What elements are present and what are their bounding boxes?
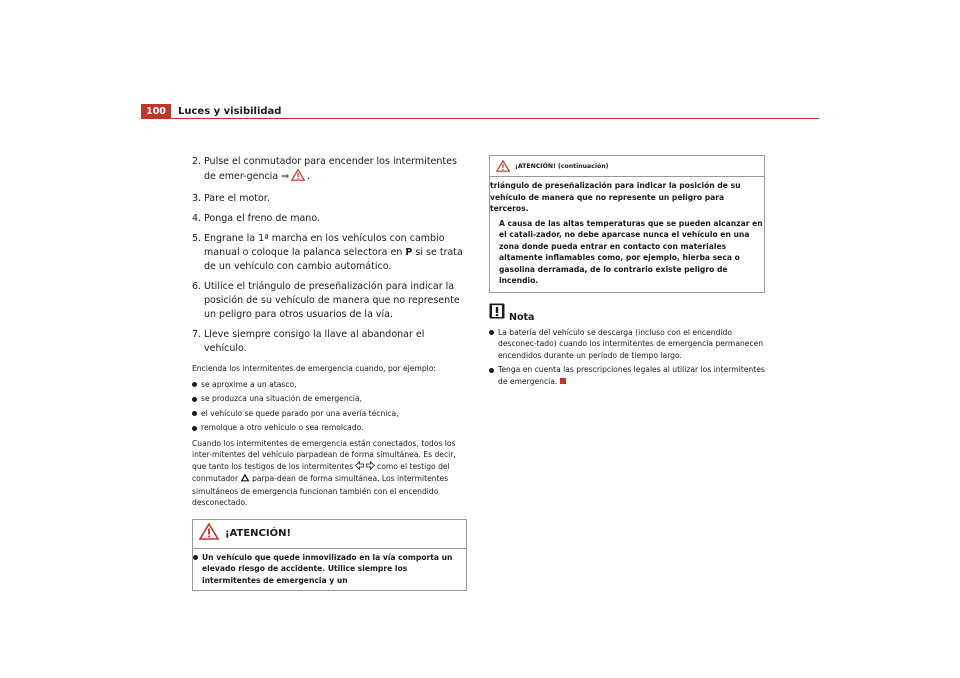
hazard-switch-icon: [240, 473, 250, 486]
list-item: se aproxime a un atasco,: [192, 379, 467, 391]
right-column: [489, 155, 765, 391]
header-rule: [141, 118, 819, 119]
left-column: [192, 155, 467, 591]
warning-header: [193, 520, 466, 549]
turn-signal-arrows-icon: [355, 461, 375, 474]
warning-continued-title: ¡ATENCIÓN! (continuación): [515, 162, 609, 170]
step-item: 6. Utilice el triángulo de preseñalización para indicar la posición de su vehículo de manera que no represente un peligro para otros usuarios de la vía.: [192, 281, 460, 320]
list-item: remolque a otro vehículo o sea remolcado.: [192, 422, 467, 434]
note-icon: [489, 303, 505, 323]
note-header: [489, 307, 765, 323]
warning-continued-box: [489, 155, 765, 293]
warning-text: Un vehículo que quede inmovilizado en la vía comporta un elevado riesgo de accidente. Utilice siempre los intermitentes de emergencia y un: [193, 549, 466, 591]
warning-continued-text: triángulo de preseñalización para indicar la posición de su vehículo de manera que no represente un peligro para terceros. A causa de las altas temperaturas que se pueden alcanzar en el catali-zador, no debe aparcase nunca el vehículo en una zona donde pueda entrar en contacto con materiales altamente inflamables como, por ejemplo, hierba seca o gasolina derramada, de lo contrario existe peligro de incendio.: [490, 181, 763, 285]
step-item: 5. Engrane la 1ª marcha en los vehículos con cambio manual o coloque la palanca selectora en P si se trata de un vehículo con cambio automático.: [192, 233, 463, 272]
warning-box: [192, 519, 467, 592]
step-item: 2. Pulse el conmutador para encender los intermitentes de emer-gencia ⇒ .: [192, 155, 467, 186]
warning-title: ¡ATENCIÓN!: [225, 528, 292, 539]
explanation-paragraph: Cuando los intermitentes de emergencia están conectados, todos los inter-mitentes del vehículo parpadean de forma simultánea. Es decir, que tanto los testigos de los intermitentes como el testigo del conmutador parpa-dean de forma simultánea. Los intermitentes simultáneos de emergencia funcionan también con el encendido desconectado.: [192, 438, 456, 507]
note-title: Nota: [509, 311, 535, 323]
section-title: Luces y visibilidad: [178, 106, 282, 117]
list-item: el vehículo se quede parado por una avería técnica,: [192, 408, 467, 420]
procedure-steps: [192, 155, 467, 356]
end-of-section-icon: [560, 378, 566, 384]
step-item: 4. Ponga el freno de mano.: [192, 213, 320, 224]
step-item: 3. Pare el motor.: [192, 193, 270, 204]
list-item: Tenga en cuenta las prescripciones legales al utilizar los intermitentes de emergencia.: [489, 364, 765, 387]
warning-triangle-icon: [291, 169, 305, 186]
warning-triangle-icon: [496, 157, 510, 176]
conditions-intro: Encienda los intermitentes de emergencia cuando, por ejemplo:: [192, 364, 436, 373]
warning-continued-header: [490, 156, 764, 177]
page-number: 100: [141, 104, 171, 119]
step-item: 7. Lleve siempre consigo la llave al abandonar el vehículo.: [192, 329, 425, 354]
note-section: [489, 307, 765, 388]
warning-triangle-icon: [199, 523, 219, 544]
note-list: [489, 327, 765, 388]
list-item: se produzca una situación de emergencia,: [192, 393, 467, 405]
conditions-list: [192, 379, 467, 434]
list-item: La batería del vehículo se descarga (incluso con el encendido desconec-tado) cuando los intermitentes de emergencia permanecen encendidos durante un período de tiempo largo.: [489, 327, 765, 362]
